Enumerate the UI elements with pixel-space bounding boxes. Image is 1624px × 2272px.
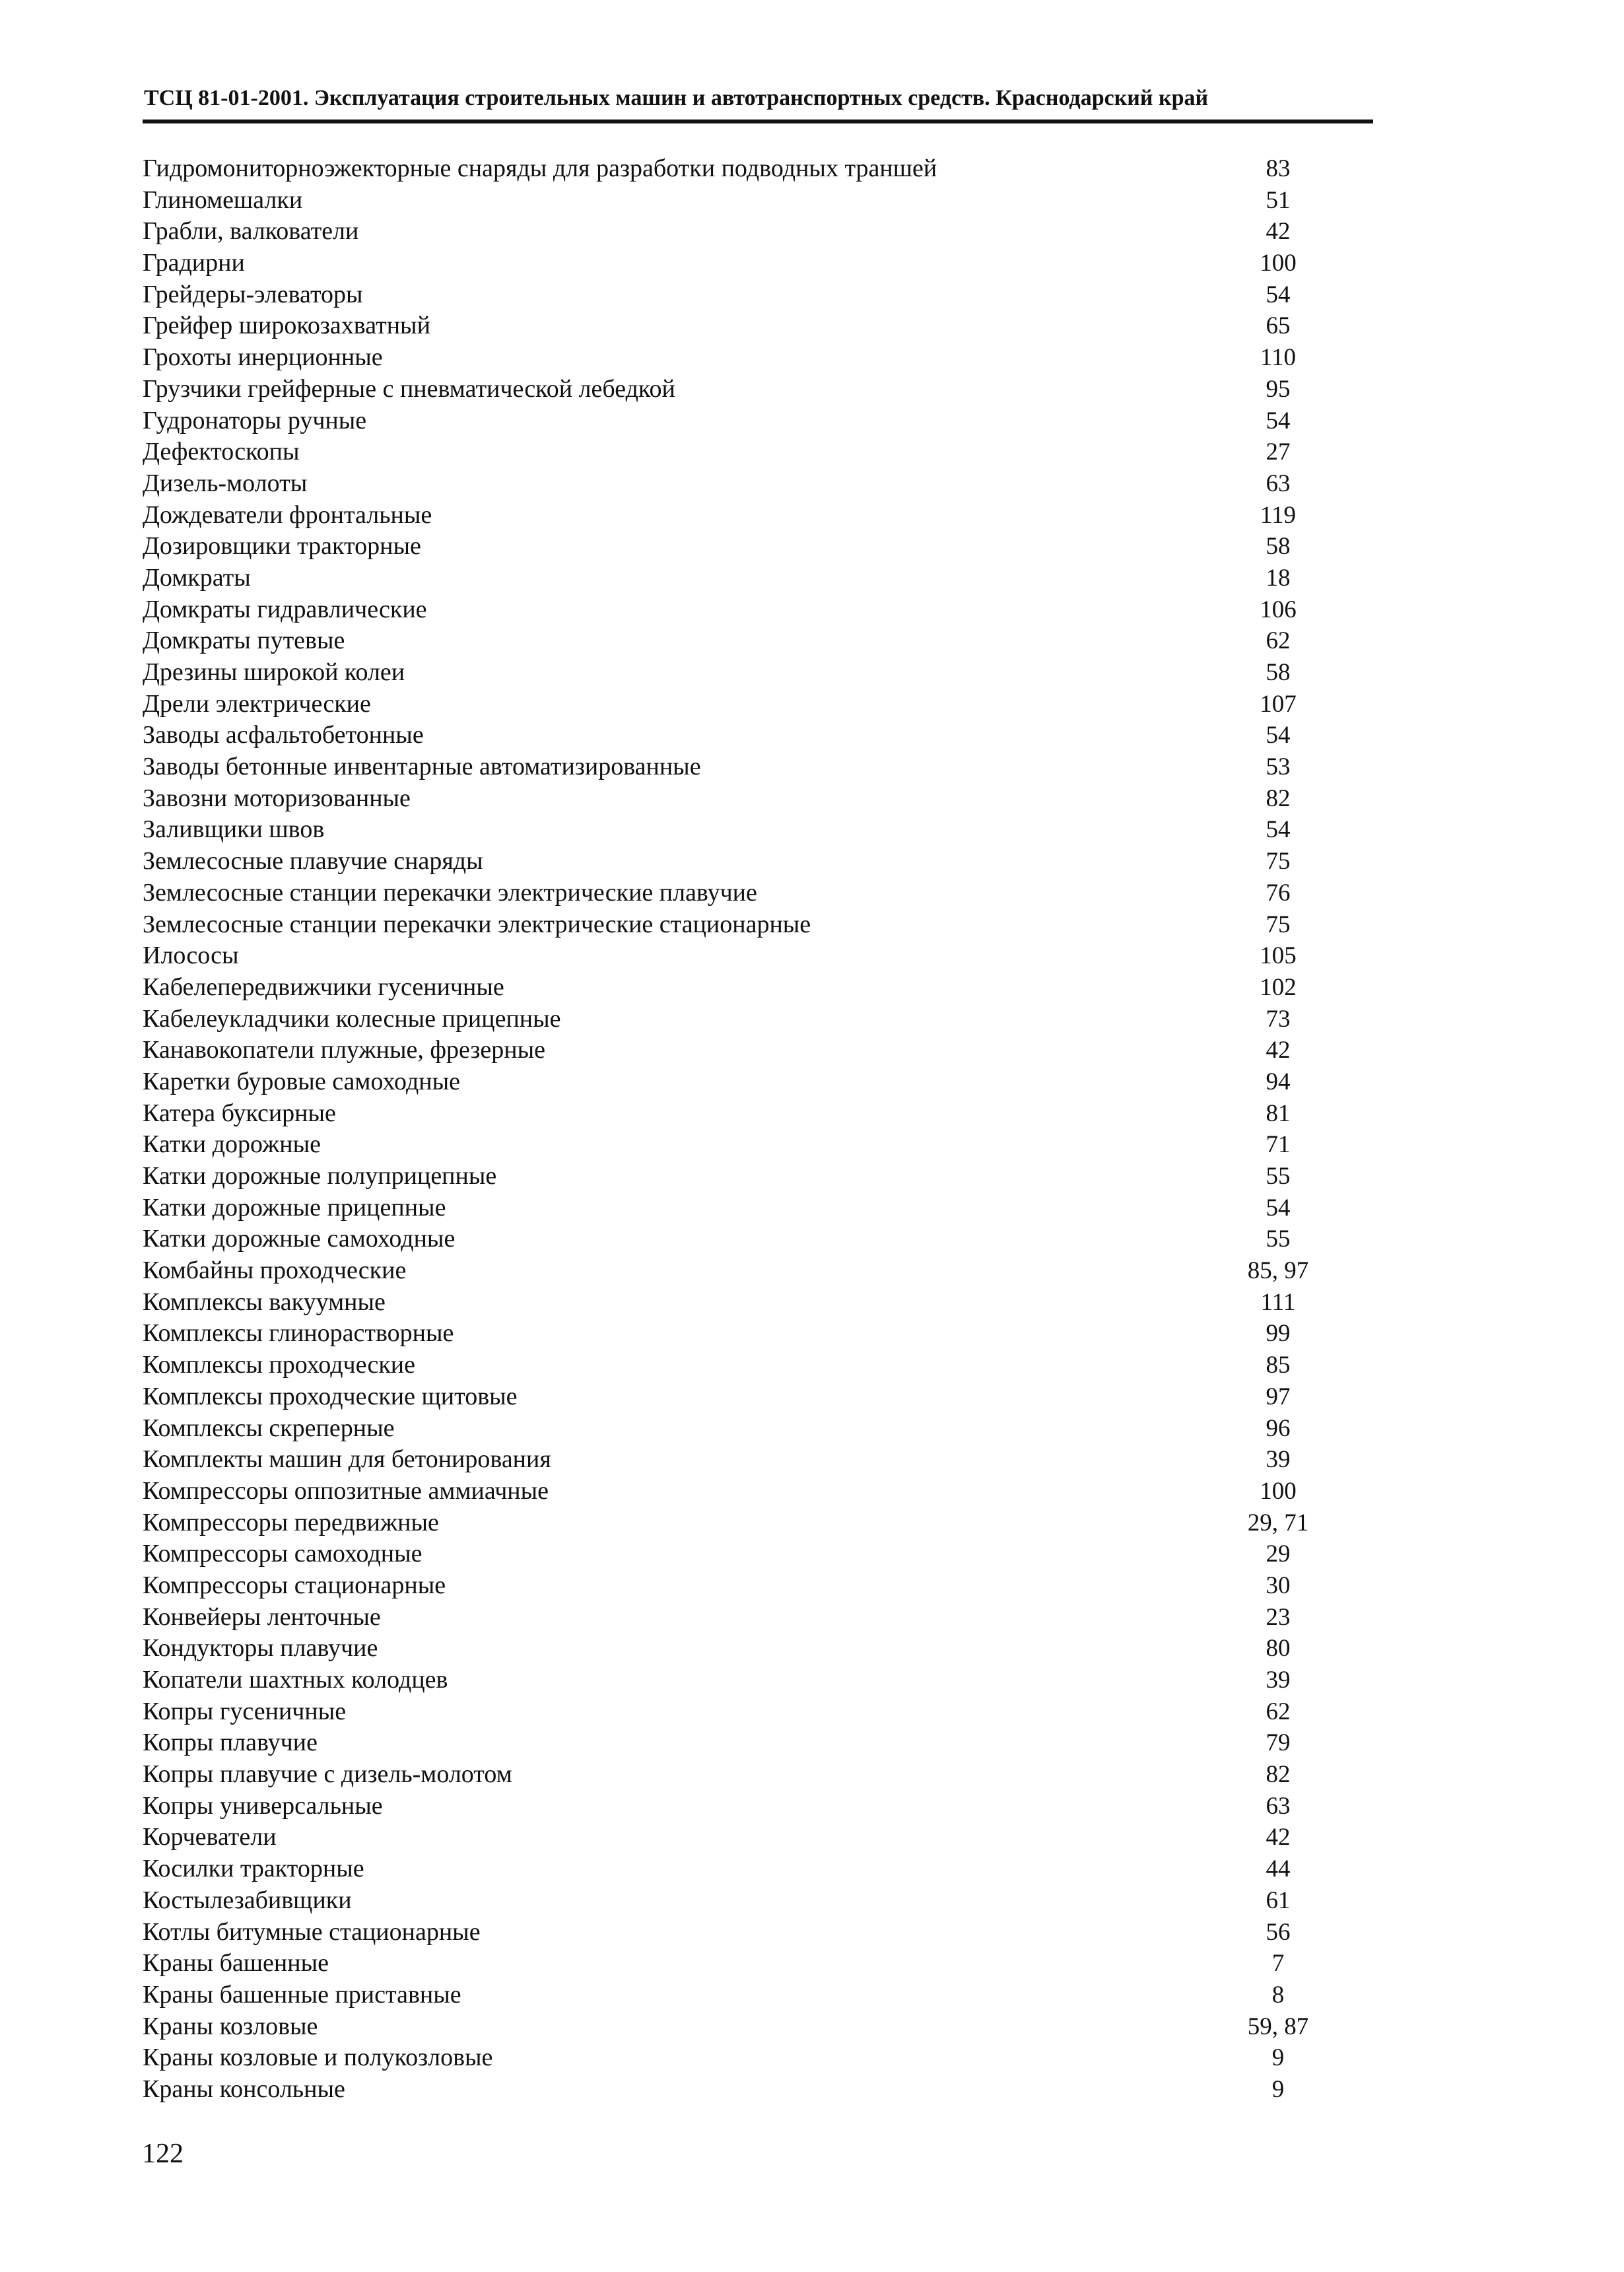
index-entry (143, 1917, 1331, 1948)
index-entry (143, 1413, 1331, 1445)
entry-pages: 100 (1260, 1477, 1297, 1505)
entry-pages: 42 (1266, 1037, 1291, 1064)
entry-pages: 44 (1266, 1855, 1291, 1883)
entry-name: Компрессоры передвижные (143, 1508, 439, 1536)
index-entry (143, 1570, 1331, 1602)
index-entry (143, 1853, 1331, 1885)
entry-name: Заводы бетонные инвентарные автоматизированные (143, 753, 701, 781)
index-entry (143, 657, 1331, 689)
index-entry (143, 1665, 1331, 1696)
entry-name: Корчеватели (143, 1823, 277, 1851)
entry-pages: 55 (1266, 1225, 1291, 1253)
index-entry (143, 1004, 1331, 1035)
entry-pages: 65 (1266, 312, 1291, 340)
index-entry (143, 1759, 1331, 1791)
entry-pages: 82 (1266, 1761, 1291, 1789)
entry-pages: 53 (1266, 753, 1291, 781)
index-entry (143, 1223, 1331, 1255)
entry-name: Грузчики грейферные с пневматической лебедкой (143, 374, 675, 403)
entry-name: Котлы битумные стационарные (143, 1917, 481, 1946)
index-entry (143, 1507, 1331, 1539)
index-entry (143, 1066, 1331, 1098)
entry-pages: 54 (1266, 407, 1291, 434)
entry-name: Катки дорожные полуприцепные (143, 1162, 497, 1190)
entry-pages: 97 (1266, 1383, 1291, 1410)
index-entry (143, 1476, 1331, 1507)
entry-pages: 42 (1266, 1824, 1291, 1851)
index-entry (143, 1381, 1331, 1413)
index-entry (143, 436, 1331, 468)
entry-name: Копры гусеничные (143, 1697, 347, 1725)
entry-name: Кабелеукладчики колесные прицепные (143, 1004, 561, 1033)
index-entry (143, 940, 1331, 972)
entry-pages: 39 (1266, 1446, 1291, 1474)
entry-pages: 75 (1266, 848, 1291, 876)
entry-name: Землесосные станции перекачки электрические плавучие (143, 878, 757, 907)
entry-name: Дождеватели фронтальные (143, 500, 432, 529)
index-entry (143, 1633, 1331, 1665)
entry-name: Грабли, валкователи (143, 217, 359, 246)
entry-pages: 75 (1266, 911, 1291, 938)
entry-pages: 54 (1266, 816, 1291, 844)
entry-pages: 82 (1266, 784, 1291, 812)
entry-pages: 96 (1266, 1414, 1291, 1442)
entry-pages: 85, 97 (1247, 1257, 1309, 1285)
entry-pages: 59, 87 (1247, 2013, 1309, 2040)
page-number: 122 (142, 2139, 184, 2169)
index-entry (143, 878, 1331, 909)
entry-name: Дефектоскопы (143, 438, 300, 466)
document-header: ТСЦ 81-01-2001. Эксплуатация строительных машин и автотранспортных средств. Краснодарский край (144, 86, 1209, 110)
index-entry (143, 2042, 1331, 2074)
entry-name: Грейдеры-элеваторы (143, 280, 363, 308)
entry-name: Гидромониторноэжекторные снаряды для разработки подводных траншей (143, 155, 937, 182)
entry-name: Костылезабивщики (143, 1886, 352, 1914)
entry-pages: 30 (1266, 1571, 1291, 1599)
index-entry (143, 1129, 1331, 1161)
index-entry (143, 1098, 1331, 1130)
index-entry (143, 468, 1331, 500)
entry-name: Копры плавучие с дизель-молотом (143, 1760, 512, 1789)
index-entry (143, 1727, 1331, 1759)
entry-pages: 76 (1266, 879, 1291, 907)
entry-name: Дозировщики тракторные (143, 532, 421, 561)
entry-name: Домкраты путевые (143, 627, 345, 655)
entry-name: Краны консольные (143, 2075, 345, 2103)
entry-pages: 73 (1266, 1005, 1291, 1033)
entry-name: Комплексы вакуумные (143, 1288, 386, 1316)
entry-pages: 61 (1266, 1886, 1291, 1914)
entry-pages: 54 (1266, 281, 1291, 308)
entry-name: Завозни моторизованные (143, 784, 411, 812)
entry-pages: 63 (1266, 469, 1291, 497)
entry-name: Землесосные станции перекачки электрические стационарные (143, 910, 811, 938)
index-entry (143, 185, 1331, 217)
index-entry (143, 1350, 1331, 1381)
entry-name: Домкраты гидравлические (143, 595, 427, 623)
index-entry (143, 1318, 1331, 1350)
index-entry (143, 1822, 1331, 1853)
index-entry (143, 625, 1331, 657)
entry-name: Краны башенные приставные (143, 1980, 461, 2009)
index-entry (143, 248, 1331, 279)
entry-pages: 102 (1260, 973, 1297, 1001)
entry-name: Заводы асфальтобетонные (143, 721, 424, 749)
entry-pages: 79 (1266, 1729, 1291, 1757)
index-entry (143, 279, 1331, 311)
entry-pages: 8 (1271, 1981, 1285, 2009)
entry-pages: 63 (1266, 1792, 1291, 1820)
entry-name: Дизель-молоты (143, 469, 308, 497)
index-entry (143, 216, 1331, 248)
entry-pages: 18 (1266, 564, 1291, 592)
entry-name: Комплексы проходческие щитовые (143, 1382, 518, 1410)
index-entry (143, 814, 1331, 846)
index-entry (143, 2074, 1331, 2106)
entry-name: Дрели электрические (143, 689, 371, 718)
entry-name: Домкраты (143, 563, 251, 592)
entry-name: Копатели шахтных колодцев (143, 1666, 448, 1694)
entry-name: Катера буксирные (143, 1099, 336, 1127)
entry-name: Краны козловые (143, 2012, 318, 2040)
entry-name: Кабелепередвижчики гусеничные (143, 973, 504, 1001)
entry-pages: 80 (1266, 1635, 1291, 1663)
entry-pages: 105 (1260, 942, 1297, 970)
entry-pages: 56 (1266, 1918, 1291, 1946)
entry-name: Дрезины широкой колеи (143, 658, 405, 686)
index-entry (143, 689, 1331, 720)
entry-pages: 81 (1266, 1099, 1291, 1127)
index-entry (143, 1602, 1331, 1634)
entry-pages: 9 (1271, 2075, 1285, 2103)
entry-pages: 83 (1266, 155, 1291, 182)
entry-pages: 54 (1266, 722, 1291, 749)
entry-name: Комплексы глинорастворные (143, 1319, 454, 1348)
entry-name: Заливщики швов (143, 815, 325, 844)
index-entry (143, 1035, 1331, 1066)
index-entry (143, 720, 1331, 751)
entry-name: Комплекты машин для бетонирования (143, 1445, 551, 1474)
index-entry (143, 405, 1331, 437)
entry-name: Комбайны проходческие (143, 1256, 407, 1285)
index-entry (143, 1948, 1331, 1979)
entry-name: Конвейеры ленточные (143, 1602, 381, 1631)
index-entry (143, 374, 1331, 405)
index-entry (143, 563, 1331, 594)
entry-pages: 62 (1266, 1698, 1291, 1725)
entry-pages: 62 (1266, 627, 1291, 655)
entry-pages: 58 (1266, 533, 1291, 561)
entry-pages: 29, 71 (1247, 1509, 1309, 1536)
index-entry (143, 1885, 1331, 1917)
entry-pages: 42 (1266, 218, 1291, 246)
index-list (143, 153, 1331, 2106)
entry-pages: 106 (1260, 596, 1297, 623)
entry-name: Краны козловые и полукозловые (143, 2044, 493, 2072)
index-entry (143, 1287, 1331, 1319)
index-entry (143, 1444, 1331, 1476)
entry-name: Катки дорожные прицепные (143, 1193, 446, 1222)
header-divider (143, 120, 1373, 123)
entry-pages: 119 (1260, 501, 1297, 529)
entry-pages: 107 (1260, 690, 1297, 718)
entry-pages: 54 (1266, 1194, 1291, 1222)
index-entry (143, 751, 1331, 783)
entry-name: Копры универсальные (143, 1791, 383, 1820)
index-entry (143, 1538, 1331, 1570)
entry-pages: 51 (1266, 186, 1291, 214)
entry-pages: 9 (1271, 2044, 1285, 2072)
entry-name: Комплексы скреперные (143, 1414, 395, 1442)
entry-name: Гудронаторы ручные (143, 406, 367, 434)
entry-name: Копры плавучие (143, 1729, 318, 1757)
entry-pages: 55 (1266, 1163, 1291, 1190)
index-entry (143, 783, 1331, 815)
entry-pages: 111 (1260, 1288, 1296, 1316)
entry-name: Кондукторы плавучие (143, 1634, 378, 1663)
index-entry (143, 500, 1331, 532)
entry-name: Компрессоры стационарные (143, 1571, 446, 1599)
index-entry (143, 1192, 1331, 1224)
entry-name: Косилки тракторные (143, 1855, 364, 1883)
entry-pages: 71 (1266, 1131, 1291, 1159)
index-entry (143, 1161, 1331, 1192)
entry-name: Комплексы проходческие (143, 1351, 415, 1379)
entry-pages: 95 (1266, 375, 1291, 403)
entry-name: Глиномешалки (143, 186, 303, 214)
index-entry (143, 594, 1331, 626)
entry-pages: 110 (1260, 344, 1297, 372)
entry-name: Грохоты инерционные (143, 343, 383, 372)
index-entry (143, 342, 1331, 374)
entry-name: Илососы (143, 942, 239, 970)
entry-pages: 99 (1266, 1320, 1291, 1348)
entry-pages: 94 (1266, 1068, 1291, 1095)
entry-name: Грейфер широкозахватный (143, 312, 430, 340)
index-entry (143, 1255, 1331, 1287)
entry-pages: 85 (1266, 1352, 1291, 1379)
entry-name: Компрессоры самоходные (143, 1540, 423, 1568)
entry-name: Компрессоры оппозитные аммиачные (143, 1476, 549, 1505)
index-entry (143, 2011, 1331, 2043)
index-entry (143, 972, 1331, 1004)
entry-name: Каретки буровые самоходные (143, 1067, 461, 1095)
index-entry (143, 310, 1331, 342)
entry-name: Канавокопатели плужные, фрезерные (143, 1036, 545, 1064)
entry-pages: 100 (1260, 250, 1297, 277)
index-entry (143, 153, 1331, 185)
index-entry (143, 531, 1331, 563)
entry-name: Землесосные плавучие снаряды (143, 847, 483, 876)
entry-name: Катки дорожные (143, 1130, 321, 1159)
entry-name: Градирни (143, 249, 245, 277)
entry-pages: 39 (1266, 1667, 1291, 1694)
index-entry (143, 909, 1331, 941)
entry-pages: 27 (1266, 438, 1291, 466)
index-entry (143, 1791, 1331, 1822)
entry-pages: 23 (1266, 1603, 1291, 1631)
entry-pages: 58 (1266, 659, 1291, 686)
index-entry (143, 1696, 1331, 1728)
entry-pages: 7 (1271, 1950, 1285, 1978)
entry-name: Катки дорожные самоходные (143, 1225, 456, 1253)
index-entry (143, 1979, 1331, 2011)
index-entry (143, 846, 1331, 878)
entry-name: Краны башенные (143, 1949, 329, 1978)
entry-pages: 29 (1266, 1540, 1291, 1568)
